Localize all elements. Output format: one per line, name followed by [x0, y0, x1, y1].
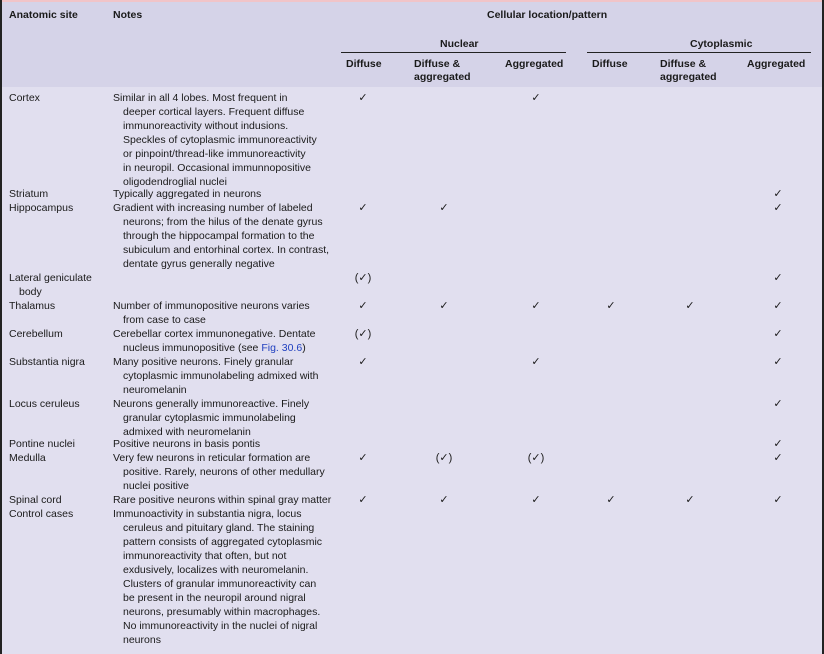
note-text: neurons: [123, 634, 161, 646]
partial-check-icon: (✓): [354, 328, 372, 340]
note-text: pattern consists of aggregated cytoplasmic: [123, 536, 323, 548]
header-line: aggregated: [414, 71, 471, 83]
header-line: Diffuse &: [414, 58, 461, 70]
note-text: Immunoactivity in substantia nigra, locus: [113, 508, 302, 520]
note-text: nucleus immunopositive (see: [123, 342, 262, 354]
site-line: Cortex: [9, 92, 40, 104]
note-text: No immunoreactivity in the nuclei of nigral: [123, 620, 318, 632]
header-nuclear-aggregated: Aggregated: [505, 58, 564, 70]
note-text: neuromelanin: [123, 384, 187, 396]
header-anatomic-site: Anatomic site: [9, 9, 78, 21]
site-line: Thalamus: [9, 300, 56, 312]
header-cyto-aggregated: Aggregated: [747, 58, 806, 70]
site-line: Spinal cord: [9, 494, 62, 506]
partial-check-icon: (✓): [435, 452, 453, 464]
header-line: aggregated: [660, 71, 717, 83]
check-icon: ✓: [358, 300, 368, 312]
note-text: neurons; from the hilus of the denate gyrus: [123, 216, 323, 228]
note-text: Speckles of cytoplasmic immunoreactivity: [123, 134, 317, 146]
note-text: deeper cortical layers. Frequent diffuse: [123, 106, 305, 118]
check-icon: ✓: [439, 202, 449, 214]
note-text: oligodendroglial nuclei: [123, 176, 227, 188]
note-text: from case to case: [123, 314, 206, 326]
header-cyto-diffuse: Diffuse: [592, 58, 628, 70]
check-icon: ✓: [439, 300, 449, 312]
check-icon: ✓: [358, 356, 368, 368]
note-text: Many positive neurons. Finely granular: [113, 356, 294, 368]
check-icon: ✓: [773, 328, 783, 340]
site-line: Hippocampus: [9, 202, 74, 214]
check-icon: ✓: [439, 494, 449, 506]
check-icon: ✓: [773, 438, 783, 450]
header-cytoplasmic: Cytoplasmic: [690, 38, 753, 50]
note-text: exdusively, localizes with neuromelanin.: [123, 564, 309, 576]
note-text: admixed with neuromelanin: [123, 426, 251, 438]
check-icon: ✓: [773, 494, 783, 506]
figure-link[interactable]: Fig. 30.6: [261, 342, 303, 354]
check-icon: ✓: [606, 300, 616, 312]
header-nuclear-diffuse: Diffuse: [346, 58, 382, 70]
note-text: cytoplasmic immunolabeling admixed with: [123, 370, 319, 382]
site-line: Lateral geniculate: [9, 272, 92, 284]
check-icon: ✓: [531, 356, 541, 368]
note-text: immunoreactivity without indusions.: [123, 120, 289, 132]
note-text: or pinpoint/thread-like immunoreactivity: [123, 148, 306, 160]
check-icon: ✓: [773, 272, 783, 284]
partial-check-icon: (✓): [354, 272, 372, 284]
note-text: ): [302, 342, 306, 354]
site-line: Pontine nuclei: [9, 438, 75, 450]
check-icon: ✓: [358, 92, 368, 104]
check-icon: ✓: [606, 494, 616, 506]
site-line: Cerebellum: [9, 328, 63, 340]
note-text: Gradient with increasing number of labeled: [113, 202, 313, 214]
note-text: Very few neurons in reticular formation are: [113, 452, 311, 464]
check-icon: ✓: [358, 202, 368, 214]
check-icon: ✓: [773, 300, 783, 312]
check-icon: ✓: [531, 494, 541, 506]
check-icon: ✓: [773, 188, 783, 200]
header-cellular-location: Cellular location/pattern: [487, 9, 608, 21]
note-text: Similar in all 4 lobes. Most frequent in: [113, 92, 288, 104]
site-line: Medulla: [9, 452, 46, 464]
header-notes: Notes: [113, 9, 143, 21]
partial-check-icon: (✓): [527, 452, 545, 464]
site-line: Control cases: [9, 508, 74, 520]
site-line: Substantia nigra: [9, 356, 85, 368]
check-icon: ✓: [358, 452, 368, 464]
note-text: subiculum and entorhinal cortex. In contrast,: [123, 244, 330, 256]
header-line: Diffuse &: [660, 58, 707, 70]
site-line: Striatum: [9, 188, 49, 200]
check-icon: ✓: [773, 452, 783, 464]
note-text: through the hippocampal formation to the: [123, 230, 315, 242]
note-text: ceruleus and pituitary gland. The staining: [123, 522, 315, 534]
check-icon: ✓: [773, 202, 783, 214]
header-nuclear: Nuclear: [440, 38, 479, 50]
check-icon: ✓: [531, 300, 541, 312]
note-text: dentate gyrus generally negative: [123, 258, 275, 270]
site-line: body: [19, 286, 42, 298]
note-text: immunoreactivity that often, but not: [123, 550, 287, 562]
note-text: Typically aggregated in neurons: [113, 188, 262, 200]
site-line: Locus ceruleus: [9, 398, 80, 410]
note-text: Cerebellar cortex immunonegative. Dentate: [113, 328, 316, 340]
note-text: positive. Rarely, neurons of other medullary: [123, 466, 325, 478]
check-icon: ✓: [685, 494, 695, 506]
note-text: be present in the neuropil around nigral: [123, 592, 306, 604]
check-icon: ✓: [358, 494, 368, 506]
note-text: Neurons generally immunoreactive. Finely: [113, 398, 310, 410]
check-icon: ✓: [531, 92, 541, 104]
note-text: neurons, presumably within macrophages.: [123, 606, 321, 618]
check-icon: ✓: [773, 356, 783, 368]
note-text: Rare positive neurons within spinal gray matter: [113, 494, 332, 506]
check-icon: ✓: [773, 398, 783, 410]
note-text: Positive neurons in basis pontis: [113, 438, 261, 450]
check-icon: ✓: [685, 300, 695, 312]
note-text: Clusters of granular immunoreactivity can: [123, 578, 317, 590]
note-text: granular cytoplasmic immunolabeling: [123, 412, 296, 424]
note-text: nuclei positive: [123, 480, 189, 492]
note-text: in neuropil. Occasional immunnopositive: [123, 162, 311, 174]
note-text: Number of immunopositive neurons varies: [113, 300, 310, 312]
